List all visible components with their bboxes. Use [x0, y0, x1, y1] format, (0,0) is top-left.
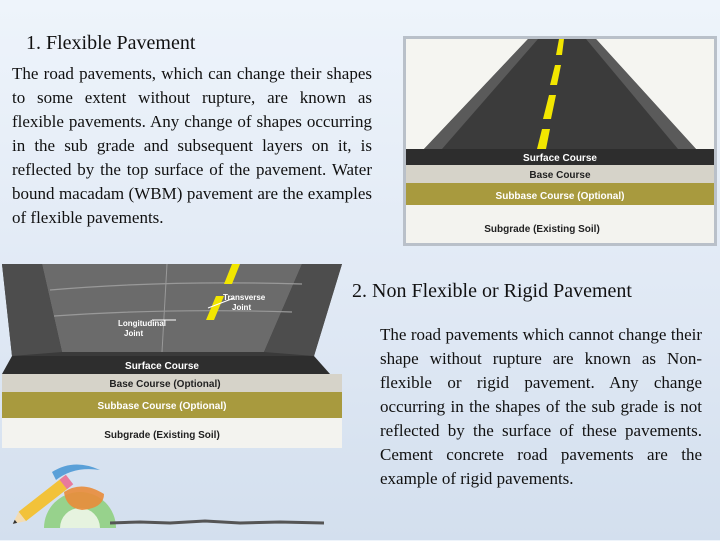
flexible-pavement-heading: 1. Flexible Pavement	[26, 32, 196, 54]
subbase-course-label: Subbase Course (Optional)	[495, 191, 625, 202]
transverse-joint-label-2: Joint	[232, 303, 252, 312]
rigid-pavement-heading: 2. Non Flexible or Rigid Pavement	[352, 280, 632, 302]
flexible-pavement-figure	[403, 36, 717, 246]
rigid-base-course-label: Base Course (Optional)	[109, 379, 221, 390]
longitudinal-joint-label-2: Joint	[124, 329, 144, 338]
rigid-surface-course-label: Surface Course	[125, 361, 199, 372]
rigid-pavement-description: The road pavements which cannot change their shape without rupture are known as Non-flexible or rigid pavement. Any change occurring in the shapes of the sub grade is not reflected by the surface of these pavements. Cement concrete road pavements are the example of rigid pavements.	[380, 325, 702, 488]
flexible-pavement-description: The road pavements, which can change their shapes to some extent without rupture, are known as flexible pavements. Any change of shapes occurring in the sub grade and subsequent layers on it, is reflected by the top surface of the pavement. Water bound macadam (WBM) pavement are the examples of flexible pavements.	[12, 64, 372, 227]
subgrade-label: Subgrade (Existing Soil)	[484, 224, 600, 235]
footer-divider	[110, 519, 324, 526]
rigid-pavement-figure	[2, 264, 342, 448]
transverse-joint-label-1: Transverse	[223, 293, 266, 302]
education-logo-icon	[4, 452, 124, 536]
rigid-subbase-course-label: Subbase Course (Optional)	[97, 401, 227, 412]
rigid-subgrade-label: Subgrade (Existing Soil)	[104, 430, 220, 441]
surface-course-label: Surface Course	[523, 153, 597, 164]
base-course-label: Base Course	[529, 170, 591, 181]
longitudinal-joint-label-1: Longitudinal	[118, 319, 166, 328]
